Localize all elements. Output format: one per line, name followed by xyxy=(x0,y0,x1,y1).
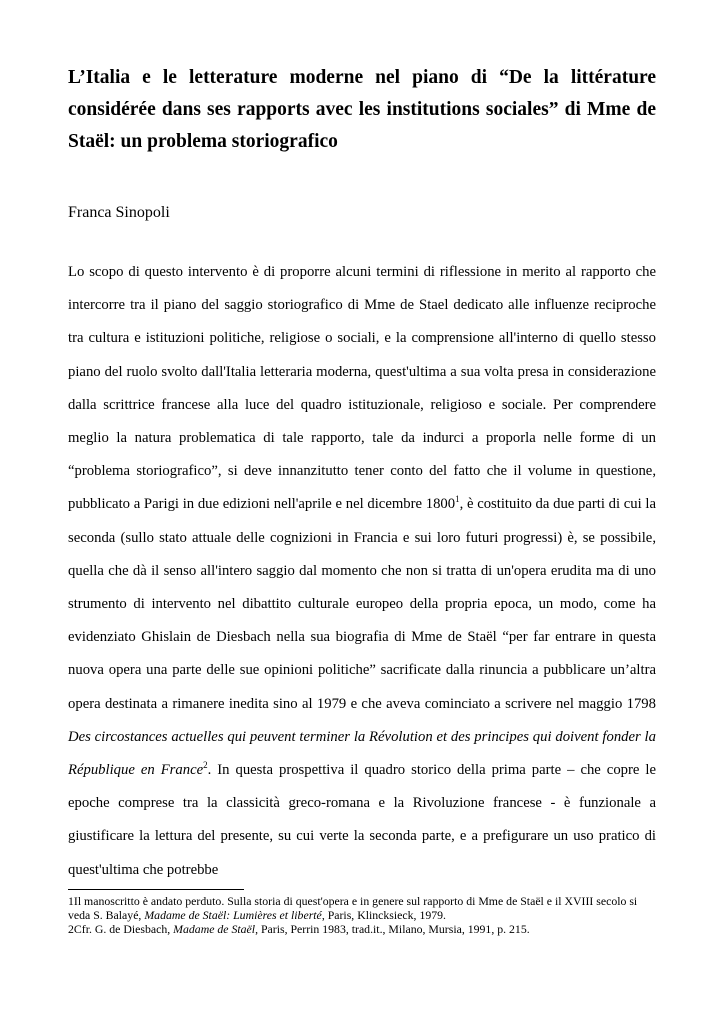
footnote-1-text-a: 1Il manoscritto è andato perduto. Sulla storia di quest'opera e in genere sul rapporto di Mme de Staël e il XVIII secolo si veda S. Balayé, xyxy=(68,894,638,922)
footnote-1-italic: Madame de Staël: Lumières et liberté xyxy=(144,908,322,922)
italic-work-title: Des circostances actuelles qui peuvent terminer la Révolution et des principes qui doivent fonder la République en France xyxy=(68,728,656,779)
body-text-part-1: Lo scopo di questo intervento è di proporre alcuni termini di riflessione in merito al rapporto che intercorre tra il piano del saggio storiografico di Mme de Stael dedicato alle influenze reciproche tra cultura e istituzioni politiche, religiose o sociali, e la comprensione all'interno di quello stesso piano del ruolo svolto dall'Italia letteraria moderna, quest'ultima a sua volta presa in considerazione dalla scrittrice francese alla luce del quadro istituzionale, religioso e sociale. Per comprendere meglio la natura problematica di tale rapporto, tale da indurci a proporla nelle forme di un “problema storiografico”, si deve innanzitutto tener conto del fatto che il volume in questione, pubblicato a Parigi in due edizioni nell'aprile e nel dicembre 1800 xyxy=(68,264,656,513)
footnote-2-italic: Madame de Staël xyxy=(173,922,256,936)
footnote-1-text-b: , Paris, Klincksieck, 1979. xyxy=(321,908,446,922)
footnote-1 xyxy=(68,894,656,922)
document-title: L’Italia e le letterature moderne nel piano di “De la littérature considérée dans ses rapports avec les institutions sociales” di Mme de Staël: un problema storiografico xyxy=(68,67,656,152)
body-text-part-3: . In questa prospettiva il quadro storico della prima parte – che copre le epoche comprese tra la classicità greco-romana e la Rivoluzione francese - è funzionale a giustificare la lettura del presente, su cui verte la seconda parte, e a prefigurare un uso pratico di quest'ultima che potrebbe xyxy=(68,762,656,878)
author-name: Franca Sinopoli xyxy=(68,204,170,221)
footnote-2 xyxy=(68,922,656,936)
footnote-ref-2: 2 xyxy=(203,760,208,771)
body-paragraph xyxy=(68,256,656,887)
document-page xyxy=(68,62,656,878)
footnote-2-text-a: 2Cfr. G. de Diesbach, xyxy=(68,922,174,936)
footnote-ref-1: 1 xyxy=(455,494,460,505)
footnotes xyxy=(68,894,656,936)
footnote-separator xyxy=(68,889,244,890)
body-text-part-2: , è costituito da due parti di cui la seconda (sullo stato attuale delle cognizioni in Francia e sui loro futuri progressi) è, se possibile, quella che dà il senso all'intero saggio dal momento che non si tratta di un'opera erudita ma di uno strumento di intervento nel dibattito culturale europeo della propria epoca, un modo, come ha evidenziato Ghislain de Diesbach nella sua biografia di Mme de Staël “per far entrare in questa nuova opera una parte delle sue opinioni politiche” sacrificate dalla rinuncia a pubblicare un’altra opera destinata a rimanere inedita sino al 1979 e che aveva cominciato a scrivere nel maggio 1798 xyxy=(68,496,656,712)
footnote-2-text-b: , Paris, Perrin 1983, trad.it., Milano, Mursia, 1991, p. 215. xyxy=(255,922,530,936)
